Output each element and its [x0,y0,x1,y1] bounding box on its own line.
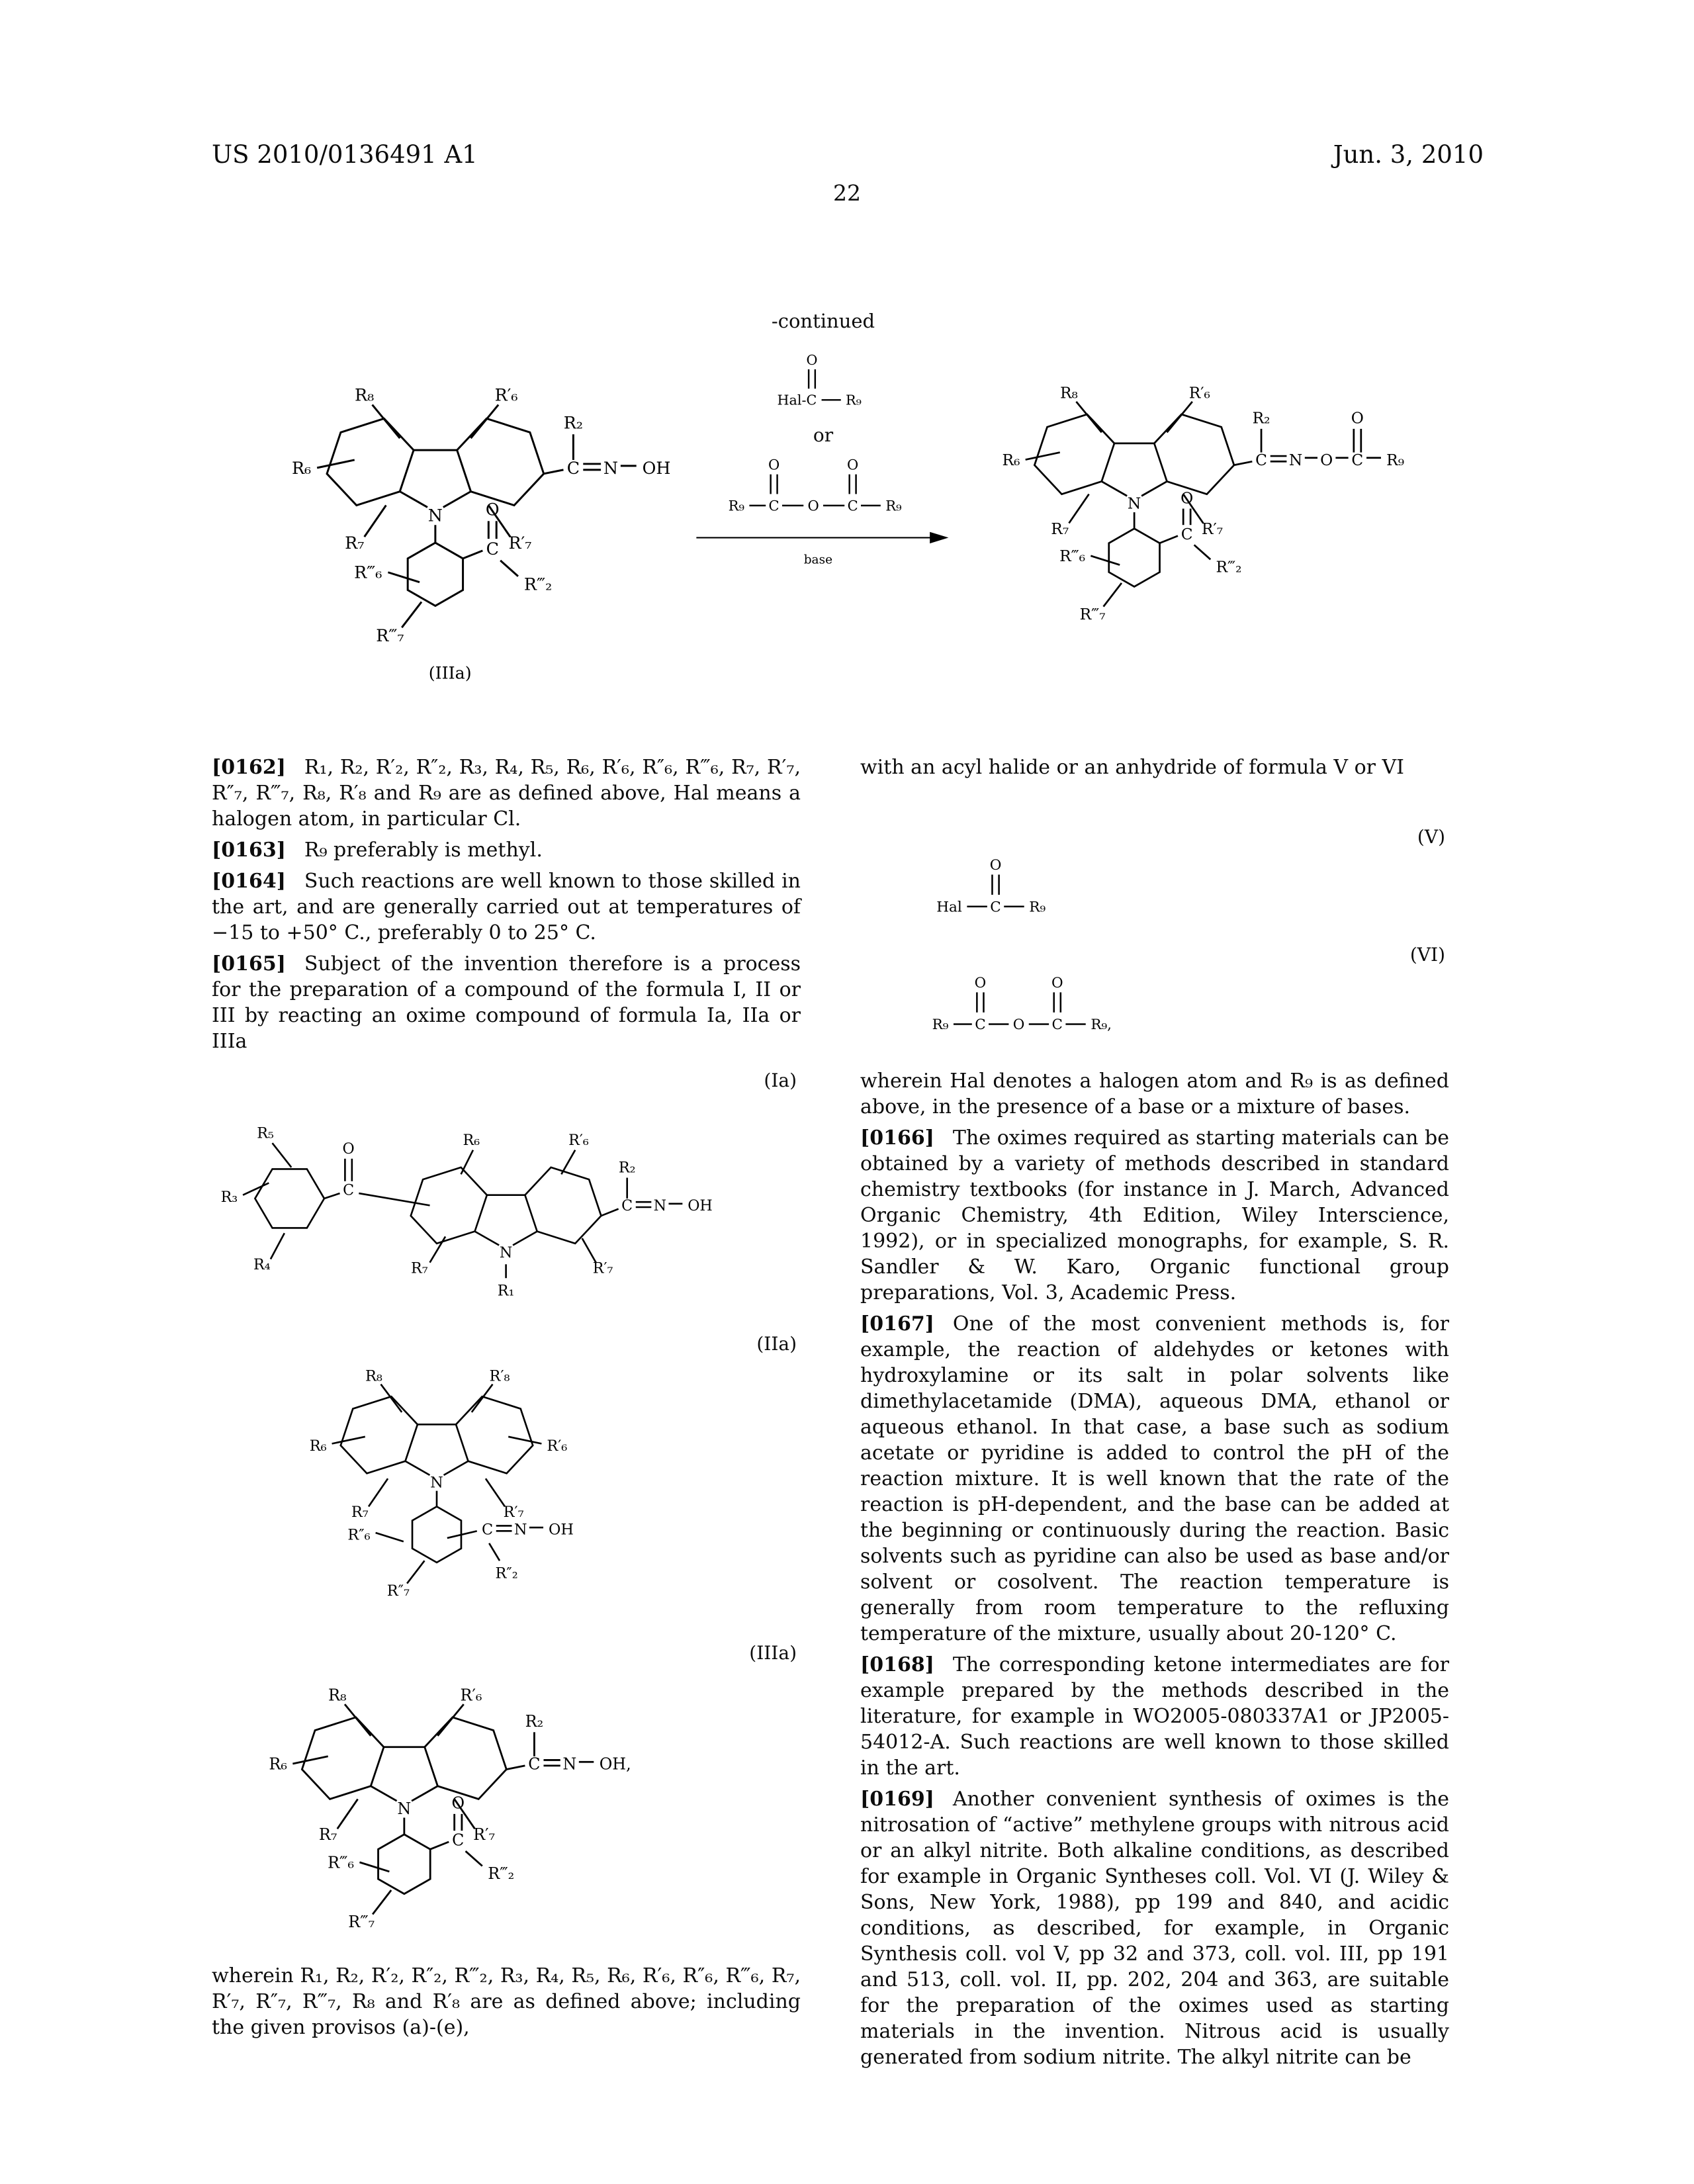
benzoyl-ring [255,1169,324,1228]
right-column [860,754,1449,2075]
oxime-carbon: C [621,1197,633,1215]
ketone-oxygen: O [451,1794,465,1813]
ring-nitrogen: N [397,1799,412,1818]
r2-label: R₂ [563,413,583,433]
paragraph-number: [0164] [212,870,286,893]
t6-label: R‴₆ [328,1853,355,1872]
r7-label: R₇ [351,1504,369,1522]
oh-label: OH [548,1521,574,1539]
r6-label: R₆ [1002,451,1020,469]
carbon-label: C [768,497,780,514]
structure-formula-v [907,851,1125,929]
t7-label: R‴₇ [376,626,404,646]
wherein-v-paragraph: wherein Hal denotes a halogen atom and R₉ is as defined above, in the presence of a base or a mixture of bases. [860,1069,1449,1119]
arrow-head [930,532,948,543]
r8-label: R₈ [328,1686,347,1705]
patent-number: US 2010/0136491 A1 [212,140,478,169]
hal-label: Hal [936,899,962,916]
paragraph-0162 [212,754,801,832]
r9-label: R₉ [932,1016,949,1033]
ring-nitrogen: N [1127,494,1141,513]
r2-label: R₂ [618,1159,636,1177]
rp8-label: R′₈ [489,1367,510,1385]
paragraph-0167 [860,1311,1449,1647]
oxygen-label: O [974,974,987,991]
oxygen-label: O [806,351,818,368]
r9-label: R₉ [846,392,862,408]
paragraph-text: The corresponding ketone intermediates are for example prepared by the methods described in the literature, for example in WO2005-080337A1 or JP2005-54012-A. Such reactions are well known to those skilled in the art. [860,1653,1449,1780]
carbon-label: C [975,1016,986,1033]
rp7-label: R′₇ [473,1825,496,1844]
paragraph-number: [0167] [860,1312,934,1336]
t7-label: R‴₇ [348,1913,375,1932]
r3-label: R₃ [220,1189,238,1206]
bonds [1026,402,1381,607]
ketone-carbon: C [452,1831,465,1850]
r2-label: R₂ [1252,409,1270,428]
halc-label: Hal-C [777,392,817,408]
bonds [243,1143,682,1278]
rp6-label: R′₆ [547,1437,568,1455]
t7-label: R‴₇ [1079,605,1106,623]
r4-label: R₄ [253,1256,271,1274]
wherein-paragraph: wherein R₁, R₂, R′₂, R″₂, R‴₂, R₃, R₄, R₅, R₆, R′₆, R″₆, R‴₆, R₇, R′₇, R″₇, R‴₇, R₈ and R′₈ are as defined above; including the given provisos (a)-(e), [212,1964,801,2040]
r8-label: R₈ [1060,384,1078,402]
r6-label: R₆ [292,458,312,478]
paragraph-0165 [212,951,801,1054]
r9-label: R₉ [885,497,902,514]
r6-label: R₆ [463,1131,480,1149]
paragraph-0164 [212,868,801,946]
base-label: base [803,553,833,567]
paragraph-text: The oximes required as starting materials can be obtained by a variety of methods described in standard chemistry textbooks (for instance in J. March, Advanced Organic Chemistry, 4th Edition, Wiley Interscience, 1992), or in specialized monographs, for example, S. R. Sandler & W. Karo, Organic functional group preparations, Vol. 3, Academic Press. [860,1126,1449,1305]
ketone-oxygen: O [1181,489,1194,508]
ring-nitrogen: N [499,1244,513,1261]
oxygen-bridge-label: O [807,497,819,514]
rp6-label: R′₆ [568,1131,589,1149]
formula-label-iiia: (IIIa) [749,1641,797,1664]
r7-label: R₇ [318,1825,337,1844]
ring-nitrogen: N [430,1474,443,1492]
t2-label: R‴₂ [1216,558,1242,576]
r9-label: R₉ [1029,899,1046,916]
oh-label: OH, [599,1754,631,1774]
ketone-carbon: C [343,1181,355,1199]
paragraph-number: [0162] [212,756,286,779]
rp6-label: R′₆ [1188,384,1210,402]
paragraph-0163 [212,837,801,863]
ring-nitrogen: N [427,506,443,525]
carbon-label: C [847,497,858,514]
paragraph-number: [0163] [212,839,286,862]
oxygen-label: O [1051,974,1063,991]
rp6-label: R′₆ [494,385,518,405]
reaction-arrow [693,526,953,572]
paragraph-text: R₉ preferably is methyl. [304,839,543,862]
oxime-nitrogen: N [513,1521,527,1539]
anhydride-reagent [700,451,946,523]
t2-label: R‴₂ [488,1864,515,1884]
ester-carbon: C [1351,451,1364,469]
ketone-oxygen: O [342,1140,355,1158]
oxime-carbon: C [481,1521,494,1539]
oxime-nitrogen: N [603,458,619,478]
r9-label: R₉ [728,497,744,514]
r1-label: R₁ [497,1282,515,1300]
structure-formula-vi [900,969,1184,1046]
or-label: or [813,424,834,447]
rp6-label: R′₆ [460,1686,482,1705]
r6-label: R₆ [309,1437,327,1455]
paragraph-0166 [860,1125,1449,1306]
formula-label-iiia: (IIIa) [428,663,472,683]
paragraph-number: [0166] [860,1126,934,1150]
r5-label: R₅ [257,1124,274,1142]
oxygen-label: O [989,856,1002,874]
paragraph-text: Subject of the invention therefore is a process for the preparation of a compound of the formula I, II or III by reacting an oxime compound of formula Ia, IIa or IIIa [212,952,801,1053]
bonds [292,1704,594,1914]
acyl-intro-paragraph: with an acyl halide or an anhydride of formula V or VI [860,756,1405,779]
oxime-carbon: C [1255,451,1267,469]
acyl-halide-reagent [727,347,920,418]
paragraph-0169 [860,1786,1449,2070]
publication-date: Jun. 3, 2010 [1333,140,1484,169]
ester-oxygen: O [1320,451,1333,469]
paragraph-text: Such reactions are well known to those skilled in the art, and are generally carried out at temperatures of −15 to +50° C., preferably 0 to 25° C. [212,870,801,944]
t6-label: R‴₆ [1059,547,1086,566]
oxygen-label: O [768,456,780,473]
r2-label: R₂ [525,1711,544,1731]
formula-label-iia: (IIa) [756,1332,797,1355]
ester-carbonyl-oxygen: O [1351,409,1364,428]
r6-label: R₆ [269,1754,287,1774]
carbon-label: C [990,899,1001,916]
carbon-label: C [1051,1016,1063,1033]
rp7-label: R′₇ [508,533,532,553]
oh-label: OH [688,1197,713,1215]
r9-label: R₉ [1386,451,1405,469]
ketone-oxygen: O [485,500,500,520]
rp7-label: R′₇ [503,1504,524,1522]
formula-label-vi: (VI) [1409,943,1445,966]
paragraph-0168 [860,1652,1449,1781]
oh-label: OH [642,458,671,478]
oxime-nitrogen: N [1288,451,1303,469]
r8-label: R₈ [365,1367,382,1385]
formula-label-ia: (Ia) [764,1069,797,1091]
structure-formula-ia [212,1095,774,1311]
r9-label: R₉, [1091,1016,1112,1033]
continued-label: -continued [771,310,875,332]
oxime-carbon: C [566,458,580,478]
oxime-nitrogen: N [653,1197,667,1215]
rp7-label: R′₇ [1201,520,1224,538]
oxime-carbon: C [528,1754,541,1774]
formula-label-v: (V) [1417,826,1445,848]
structure-formula-iiia [218,1667,655,1946]
paragraph-text: R₁, R₂, R′₂, R″₂, R₃, R₄, R₅, R₆, R′₆, R″₆, R‴₆, R₇, R′₇, R″₇, R‴₇, R₈, R′₈ and R₉ are as defined above, Hal means a halogen atom, in particular Cl. [212,756,801,831]
rp7-label: R′₇ [592,1259,613,1277]
structure-formula-iia [218,1358,655,1620]
left-column [212,754,801,2046]
r8-label: R₈ [355,385,375,405]
pp6-label: R″₆ [347,1526,371,1544]
t2-label: R‴₂ [523,574,553,594]
bonds [317,405,637,628]
r7-label: R₇ [411,1259,428,1277]
r7-label: R₇ [345,533,365,553]
pp7-label: R″₇ [386,1582,410,1600]
ketone-carbon: C [1181,525,1193,544]
ketone-carbon: C [486,539,499,559]
oxime-nitrogen: N [562,1754,577,1774]
paragraph-text: One of the most convenient methods is, for example, the reaction of aldehydes or ketones with hydroxylamine or its salt in polar solvents like dimethylacetamide (DMA), aqueous DMA, ethanol or aqueous ethanol. In that case, a base such as sodium acetate or pyridine is added to control the pH of the reaction mixture. It is well known that the rate of the reaction is pH-dependent, and the base can be added at the beginning or continuously during the reaction. Basic solvents such as pyridine can also be used as base and/or solvent or cosolvent. The reaction temperature is generally from room temperature to the refluxing temperature of the mixture, usually about 20-120° C. [860,1312,1449,1646]
page-number: 22 [833,180,861,206]
t6-label: R‴₆ [354,563,382,582]
oxygen-bridge-label: O [1012,1016,1025,1033]
structure-scheme-left-iiia [238,365,701,690]
paragraph-text: Another convenient synthesis of oximes is the nitrosation of “active” methylene groups with nitrous acid or an alkyl nitrite. Both alkaline conditions, as described for example in Organic Syntheses coll. Vol. VI (J. Wiley & Sons, New York, 1988), pp 199 and 840, and acidic conditions, as described, for example, in Organic Synthesis coll. vol V, pp 32 and 373, coll. vol. III, pp 191 and 513, coll. vol. II, pp. 202, 204 and 363, are suitable for the preparation of the oximes used as starting materials in the invention. Nitrous acid is usually generated from sodium nitrite. The alkyl nitrite can be [860,1788,1449,2070]
oxygen-label: O [846,456,859,473]
structure-scheme-right-product [953,365,1479,664]
paragraph-number: [0168] [860,1653,934,1677]
reaction-conditions [693,347,953,575]
r7-label: R₇ [1051,520,1069,538]
pp2-label: R″₂ [495,1565,518,1582]
paragraph-number: [0165] [212,952,286,976]
paragraph-number: [0169] [860,1788,934,1811]
